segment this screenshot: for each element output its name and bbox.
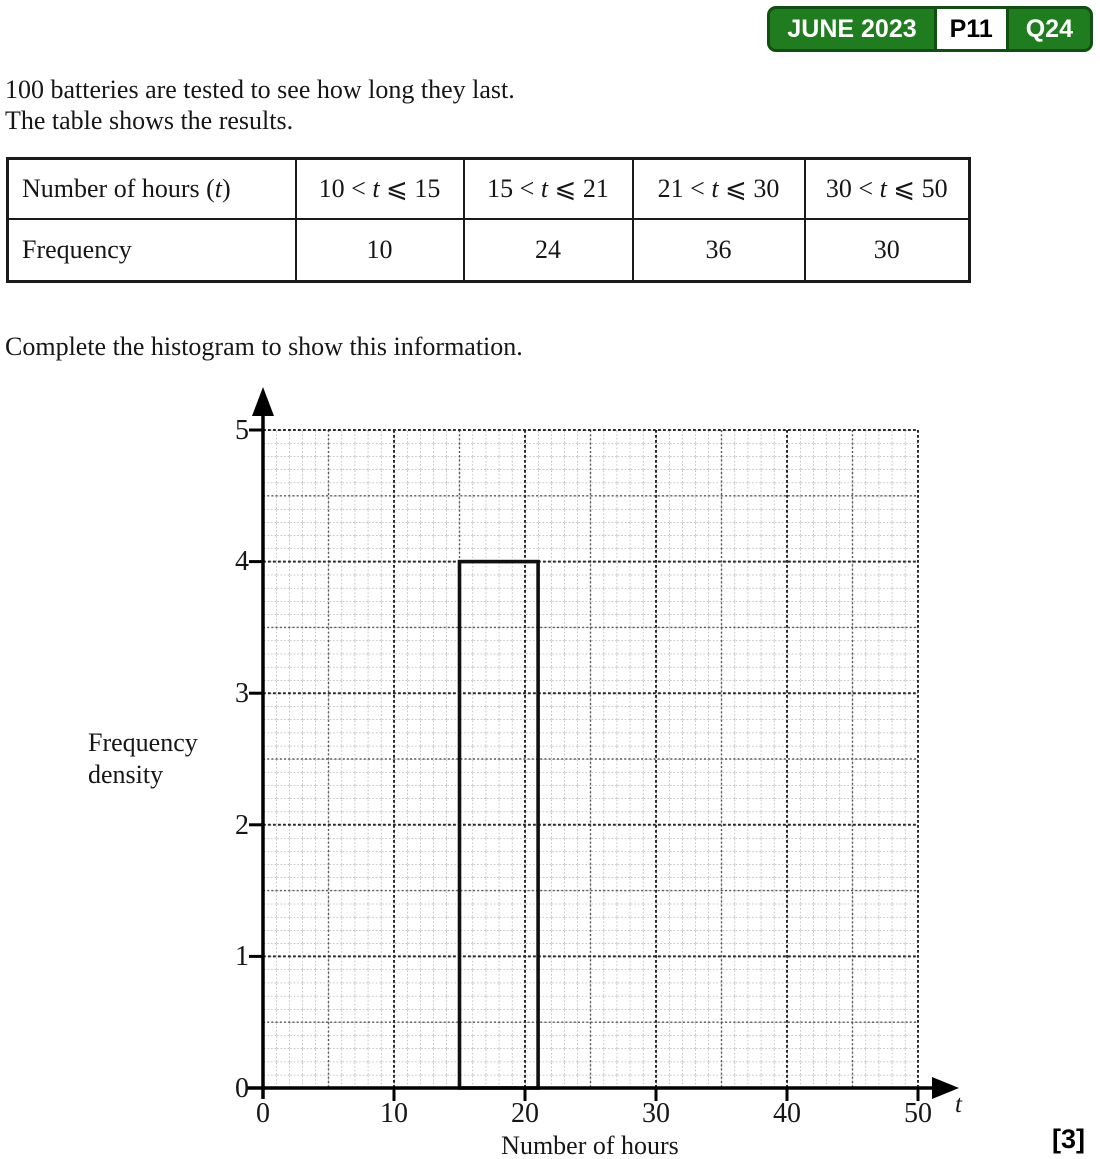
header-text: Number of hours ( xyxy=(22,174,215,203)
t-symbol: t xyxy=(372,174,380,203)
t-symbol: t xyxy=(214,174,223,203)
frequency-cell-2: 24 xyxy=(464,219,633,282)
table-row-header xyxy=(8,159,970,220)
histogram xyxy=(0,380,1000,1159)
range-cell-3: 21 < t ⩽ 30 xyxy=(633,159,805,220)
x-tick-label-0: 0 xyxy=(256,1098,270,1129)
t-symbol: t xyxy=(540,174,549,203)
instruction-text: Complete the histogram to show this information. xyxy=(5,332,523,361)
badge-question-number: Q24 xyxy=(1025,14,1073,43)
t-symbol: t xyxy=(711,174,719,203)
y-axis-label-line2: density xyxy=(88,760,164,789)
marks-badge: [3] xyxy=(1052,1124,1085,1154)
x-axis-label: Number of hours xyxy=(501,1131,679,1159)
y-tick-label-0: 0 xyxy=(235,1073,249,1104)
question-intro xyxy=(5,74,515,136)
badge-paper: P11 xyxy=(934,9,1009,49)
range-cell-4: 30 < t ⩽ 50 xyxy=(805,159,970,220)
frequency-cell-3: 36 xyxy=(633,219,805,282)
y-tick-label-3: 3 xyxy=(235,678,249,709)
header-text-close: ) xyxy=(222,174,231,203)
x-tick-label-40: 40 xyxy=(773,1098,801,1129)
frequency-label-cell: Frequency xyxy=(8,219,296,282)
x-tick-label-50: 50 xyxy=(904,1098,932,1129)
x-tick-label-30: 30 xyxy=(642,1098,670,1129)
x-tick-label-10: 10 xyxy=(380,1098,408,1129)
range-cell-2: 15 < t ⩽ 21 xyxy=(464,159,633,220)
range-cell-1: 10 < t ⩽ 15 xyxy=(296,159,464,220)
y-axis-label-line1: Frequency xyxy=(88,728,198,757)
table-row-frequency xyxy=(8,219,970,282)
y-tick-label-2: 2 xyxy=(235,810,249,841)
frequency-cell-4: 30 xyxy=(805,219,970,282)
x-axis-variable: t xyxy=(955,1091,962,1118)
y-tick-label-1: 1 xyxy=(235,941,249,972)
question-badge xyxy=(767,6,1093,52)
y-tick-label-4: 4 xyxy=(235,546,249,577)
badge-session: JUNE 2023 xyxy=(787,14,917,43)
results-table xyxy=(6,157,971,283)
y-tick-label-5: 5 xyxy=(235,415,249,446)
intro-line-1: 100 batteries are tested to see how long they last. xyxy=(5,75,515,104)
frequency-cell-1: 10 xyxy=(296,219,464,282)
intro-line-2: The table shows the results. xyxy=(5,106,294,135)
t-symbol: t xyxy=(879,174,887,203)
x-tick-label-20: 20 xyxy=(511,1098,539,1129)
table-header-cell xyxy=(8,159,296,220)
y-axis-arrow-icon xyxy=(252,387,274,416)
